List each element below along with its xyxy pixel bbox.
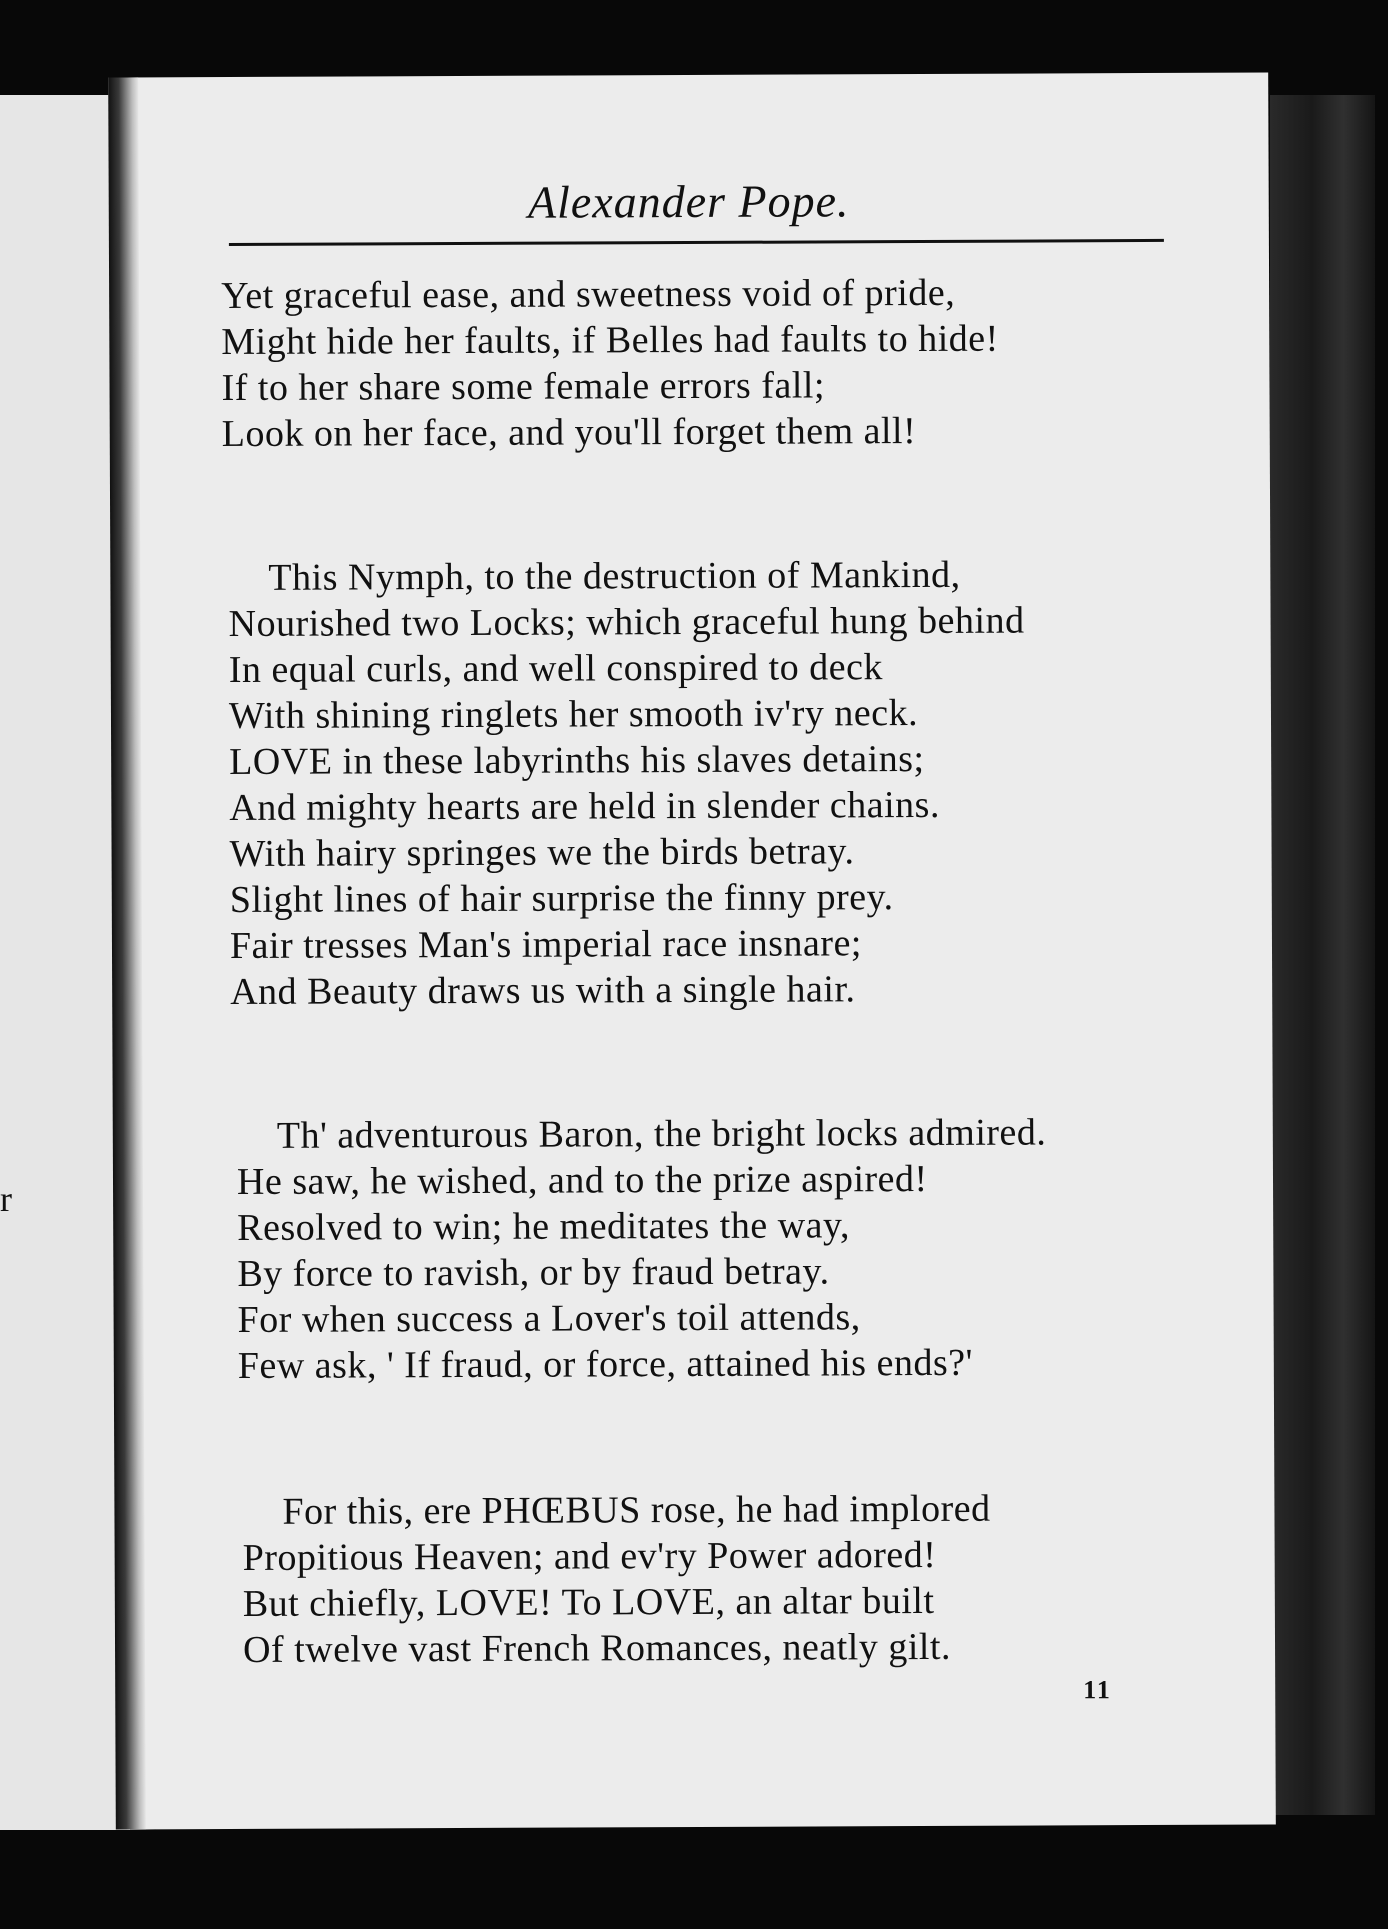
verse-line: Fair tresses Man's imperial race insnare; bbox=[229, 922, 863, 968]
page-number: 11 bbox=[1083, 1675, 1112, 1705]
verse-line: If to her share some female errors fall; bbox=[221, 364, 826, 410]
verse-line: Look on her face, and you'll forget them all! bbox=[221, 410, 917, 456]
running-head: Alexander Pope. bbox=[527, 175, 850, 228]
head-rule-divider bbox=[229, 239, 1164, 246]
verse-line: Th' adventurous Baron, the bright locks admired. bbox=[276, 1111, 1047, 1157]
page-gutter bbox=[108, 77, 146, 1829]
stanza-1 bbox=[221, 270, 999, 457]
verse-line: LOVE in these labyrinths his slaves detains; bbox=[229, 737, 925, 784]
verse-line: This Nymph, to the destruction of Mankind, bbox=[268, 553, 961, 599]
verse-line: And mighty hearts are held in slender chains. bbox=[229, 783, 940, 830]
book-page bbox=[108, 72, 1276, 1829]
verse-line: Yet graceful ease, and sweetness void of pride, bbox=[221, 271, 956, 318]
verse-line: Few ask, ' If fraud, or force, attained his ends?' bbox=[237, 1341, 974, 1387]
verse-line: But chiefly, LOVE! To LOVE, an altar built bbox=[242, 1579, 935, 1625]
verse-line: For when success a Lover's toil attends, bbox=[237, 1296, 861, 1341]
verse-line: And Beauty draws us with a single hair. bbox=[230, 968, 856, 1014]
verse-line: With shining ringlets her smooth iv'ry neck. bbox=[228, 692, 919, 738]
verse-line: Might hide her faults, if Belles had faults to hide! bbox=[221, 317, 999, 364]
verse-line: By force to ravish, or by fraud betray. bbox=[237, 1250, 830, 1295]
book-binding bbox=[1270, 95, 1375, 1815]
verse-line: He saw, he wished, and to the prize aspired! bbox=[236, 1157, 928, 1203]
verse-line: Slight lines of hair surprise the finny prey. bbox=[229, 876, 894, 922]
stanza-4 bbox=[242, 1486, 991, 1673]
verse-line: Resolved to win; he meditates the way, bbox=[237, 1204, 851, 1249]
verse-line: With hairy springes we the birds betray. bbox=[229, 830, 855, 876]
verse-line: Of twelve vast French Romances, neatly gilt. bbox=[242, 1625, 952, 1671]
verse-line: Propitious Heaven; and ev'ry Power adored! bbox=[242, 1533, 937, 1579]
verse-line: In equal curls, and well conspired to deck bbox=[228, 646, 883, 692]
stanza-3 bbox=[237, 1109, 1048, 1389]
verse-line: For this, ere PHŒBUS rose, he had implored bbox=[282, 1487, 991, 1533]
stanza-2 bbox=[228, 552, 1026, 1015]
verse-line: Nourished two Locks; which graceful hung behind bbox=[228, 599, 1025, 646]
facing-page-text-fragment: r bbox=[0, 1179, 12, 1219]
